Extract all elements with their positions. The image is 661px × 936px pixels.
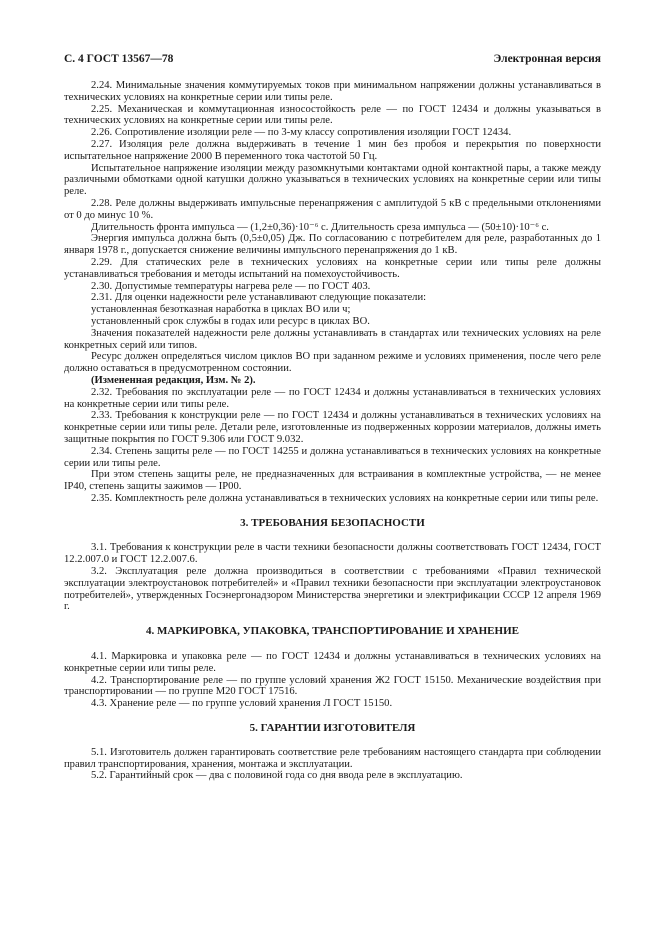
paragraph: Длительность фронта импульса — (1,2±0,36)·10⁻⁶ с. Длительность среза импульса — (50±10)·10⁻⁶ с. [91,221,549,233]
paragraph: 2.27. Изоляция реле должна выдерживать в течение 1 мин без пробоя и перекрытия по поверхности испытательное напряжение 2000 В переменного тока частотой 50 Гц. [64,138,601,162]
paragraph: установленная безотказная наработка в циклах ВО или ч; [91,304,351,316]
paragraph: 2.31. Для оценки надежности реле устанавливают следующие показатели: [91,292,427,304]
paragraph: 4.1. Маркировка и упаковка реле — по ГОСТ 12434 и должны устанавливаться в технических условиях на конкретные серии или типы реле. [64,651,601,674]
paragraph: Ресурс должен определяться числом циклов ВО при заданном режиме и условиях применения, после чего реле должно оставаться в предусмотренном состоянии. [64,351,601,375]
paragraph: 2.32. Требования по эксплуатации реле — по ГОСТ 12434 и должны устанавливаться в технических условиях на конкретные серии или типы реле. [64,386,601,410]
paragraph: 2.29. Для статических реле в технических условиях на конкретные серии или типы реле должны устанавливаться требования и методы испытаний на помехоустойчивость. [64,256,601,280]
paragraph: Энергия импульса должна быть (0,5±0,05) Дж. По согласованию с потребителем для реле, разработанных до 1 января 1978 г., допускается снижение величины импульсного перенапряжения до 1 кВ. [64,233,601,257]
paragraph: установленный срок службы в годах или ресурс в циклах ВО. [91,315,370,327]
electronic-version-label: Электронная версия [493,53,601,65]
paragraph: 2.25. Механическая и коммутационная износостойкость реле — по ГОСТ 12434 и должны указываться в технических условиях на конкретные серии или типы реле. [64,103,601,127]
paragraph: 5.2. Гарантийный срок — два с половиной года со дня ввода реле в эксплуатацию. [91,770,463,782]
page-number-standard: С. 4 ГОСТ 13567—78 [64,53,174,65]
page-header [64,53,601,67]
section-heading: 4. МАРКИРОВКА, УПАКОВКА, ТРАНСПОРТИРОВАНИЕ И ХРАНЕНИЕ [146,625,519,638]
paragraph: 2.34. Степень защиты реле — по ГОСТ 14255 и должна устанавливаться в технических условиях на конкретные серии или типы реле. [64,445,601,469]
document-body [64,80,601,782]
paragraph: Значения показателей надежности реле должны устанавливать в стандартах или технических условиях на реле конкретных серий или типов. [64,327,601,351]
paragraph: 2.24. Минимальные значения коммутируемых токов при минимальном напряжении должны устанавливаться в технических условиях на конкретные серии или типы реле. [64,80,601,103]
paragraph: 2.26. Сопротивление изоляции реле — по 3-му классу сопротивления изоляции ГОСТ 12434. [91,127,512,139]
paragraph: 4.2. Транспортирование реле — по группе условий хранения Ж2 ГОСТ 15150. Механические воздействия при транспортировании — по группе М20 ГОСТ 17516. [64,674,601,698]
paragraph: 3.1. Требования к конструкции реле в части техники безопасности должны соответствовать ГОСТ 12434, ГОСТ 12.2.007.0 и ГОСТ 12.2.007.6. [64,542,601,566]
paragraph: 2.30. Допустимые температуры нагрева реле — по ГОСТ 403. [91,280,371,292]
paragraph: 2.35. Комплектность реле должна устанавливаться в технических условиях на конкретные серии или типы реле. [91,492,599,504]
section-heading: 3. ТРЕБОВАНИЯ БЕЗОПАСНОСТИ [240,516,425,529]
section-heading: 5. ГАРАНТИИ ИЗГОТОВИТЕЛЯ [249,722,416,735]
paragraph: 2.28. Реле должны выдерживать импульсные перенапряжения с амплитудой 5 кВ с предельными отклонениями от 0 до минус 10 %. [64,197,601,221]
paragraph: 3.2. Эксплуатация реле должна производиться в соответствии с требованиями «Правил технической эксплуатации электроустановок потребителей» и «Правил техники безопасности при эксплуатации электроустановок потребителей», утвержденных Госэнергонадзором Министерства энергетики и электрификации СССР 12 апреля 1969 г. [64,566,601,613]
amendment-note: (Измененная редакция, Изм. № 2). [91,374,256,386]
paragraph: 4.3. Хранение реле — по группе условий хранения Л ГОСТ 15150. [91,698,393,710]
paragraph: 5.1. Изготовитель должен гарантировать соответствие реле требованиям настоящего стандарта при соблюдении правил транспортирования, хранения, монтажа и эксплуатации. [64,746,601,770]
paragraph: При этом степень защиты реле, не предназначенных для встраивания в комплектные устройства, — не менее IP40, степень защиты зажимов — IP00. [64,469,601,493]
paragraph: Испытательное напряжение изоляции между разомкнутыми контактами одной контактной пары, а также между различными обмотками одной катушки должно указываться в технических условиях на конкретные серии или типы реле. [64,162,601,198]
paragraph: 2.33. Требования к конструкции реле — по ГОСТ 12434 и должны устанавливаться в технических условиях на конкретные серии или типы реле. Детали реле, изготовленные из подверженных коррозии материалов, должны иметь защитные покрытия по ГОСТ 9.306 или ГОСТ 9.032. [64,410,601,445]
